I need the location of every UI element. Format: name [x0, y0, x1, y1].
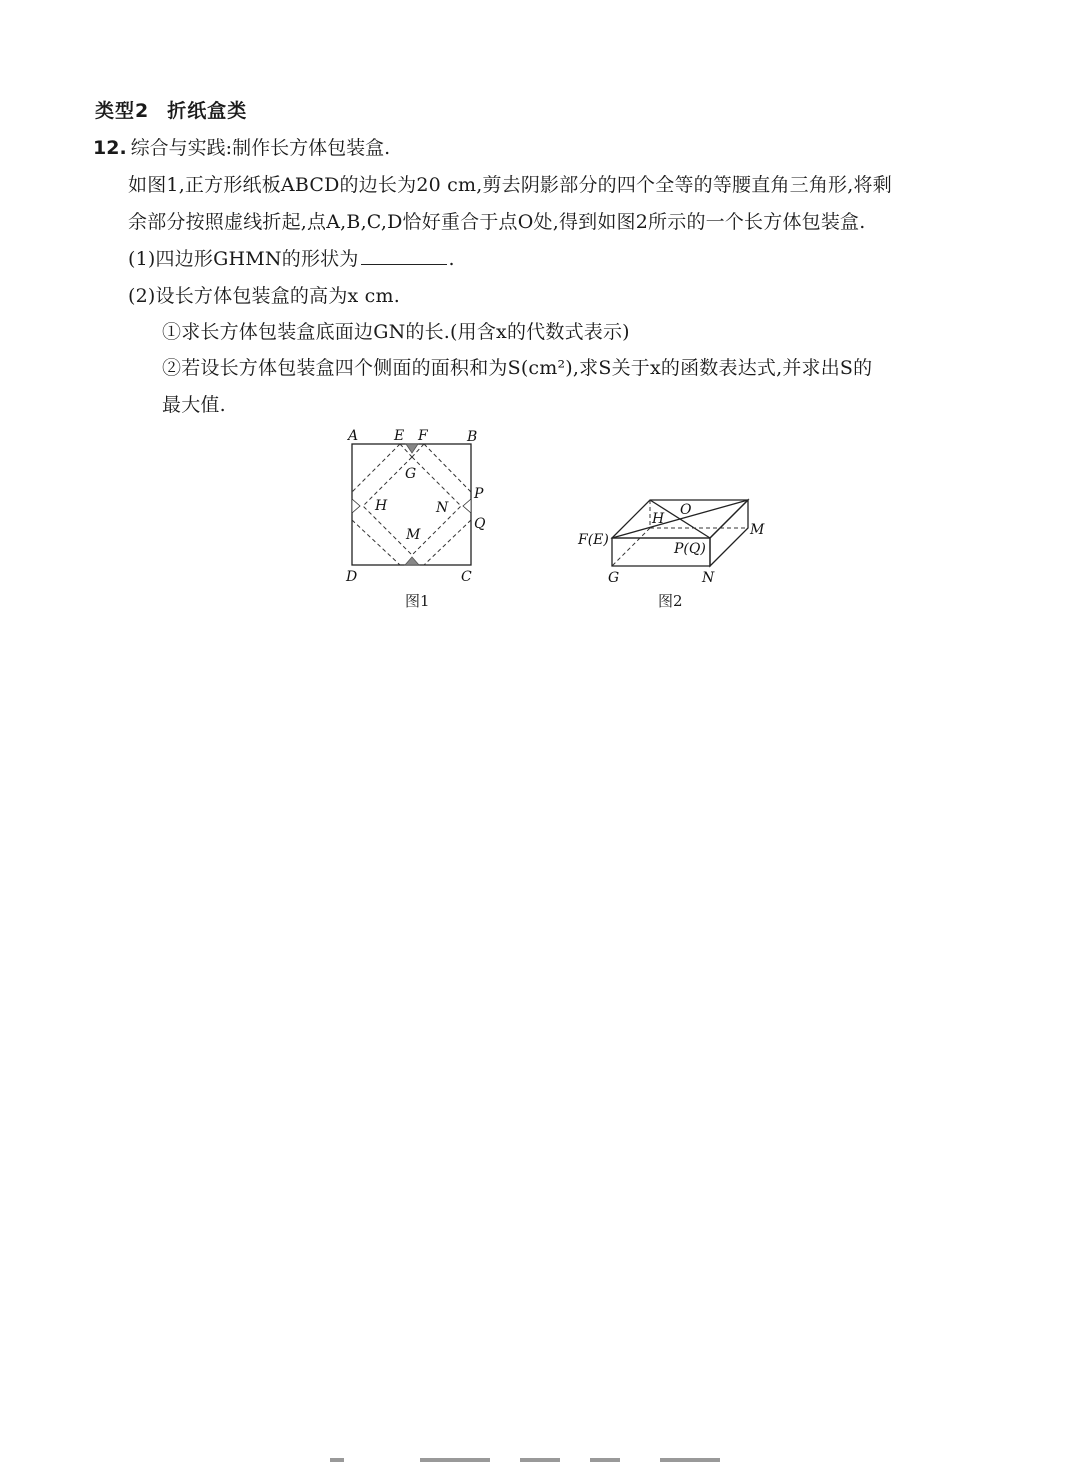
label-c: C [461, 569, 472, 585]
part-2-sub-2: ②若设长方体包装盒四个侧面的面积和为S(cm²),求S关于x的函数表达式,并求出S的 [162, 357, 873, 379]
label-h2: H [652, 511, 665, 527]
label-p: P [474, 486, 484, 502]
part-1-suffix: . [448, 248, 455, 270]
question-header [93, 133, 390, 160]
label-m2: M [750, 522, 765, 538]
label-f: F [418, 428, 428, 444]
triangle-right [463, 499, 471, 513]
answer-blank[interactable] [361, 246, 447, 265]
figure-1-caption: 图1 [405, 592, 430, 610]
figure-2-caption: 图2 [658, 592, 683, 610]
section-name: 折纸盒类 [167, 100, 248, 122]
question-number: 12. [93, 137, 127, 159]
section-title [95, 96, 247, 123]
footer-cutoff [330, 1454, 750, 1464]
label-e: E [394, 428, 405, 444]
label-q: Q [474, 516, 486, 532]
shaded-triangle-top [406, 444, 418, 453]
label-g2: G [608, 570, 620, 586]
label-pq: P(Q) [674, 541, 706, 557]
shaded-triangle-bottom [405, 557, 419, 565]
label-fe: F(E) [578, 532, 609, 548]
triangle-left [352, 499, 360, 513]
part-1-line [128, 244, 455, 271]
label-a: A [348, 428, 359, 444]
box-right-face [710, 500, 748, 566]
section-label: 类型2 [95, 100, 150, 122]
label-d: D [346, 569, 358, 585]
part-2-line: (2)设长方体包装盒的高为x cm. [128, 285, 400, 307]
dash-outer-4 [424, 520, 471, 565]
part-2-sub-1: ①求长方体包装盒底面边GN的长.(用含x的代数式表示) [162, 321, 630, 343]
part-1-prefix: (1)四边形GHMN的形状为 [128, 248, 359, 270]
question-line-2: 余部分按照虚线折起,点A,B,C,D恰好重合于点O处,得到如图2所示的一个长方体包装盒. [128, 211, 866, 233]
part-2-sub-2-cont: 最大值. [162, 394, 226, 416]
dash-outer-2 [424, 444, 471, 492]
hidden-edge-left [612, 528, 650, 566]
label-h: H [375, 498, 388, 514]
label-m: M [406, 527, 421, 543]
dash-outer-1 [352, 444, 400, 492]
label-n2: N [702, 570, 715, 586]
question-line-1: 如图1,正方形纸板ABCD的边长为20 cm,剪去阴影部分的四个全等的等腰直角三角形,将剩 [128, 174, 892, 196]
label-n: N [436, 500, 449, 516]
square-abcd [352, 444, 471, 565]
label-o: O [680, 502, 692, 518]
question-title: 综合与实践:制作长方体包装盒. [130, 137, 391, 159]
label-b: B [467, 429, 478, 445]
dash-outer-3 [352, 520, 400, 565]
label-g: G [405, 466, 417, 482]
